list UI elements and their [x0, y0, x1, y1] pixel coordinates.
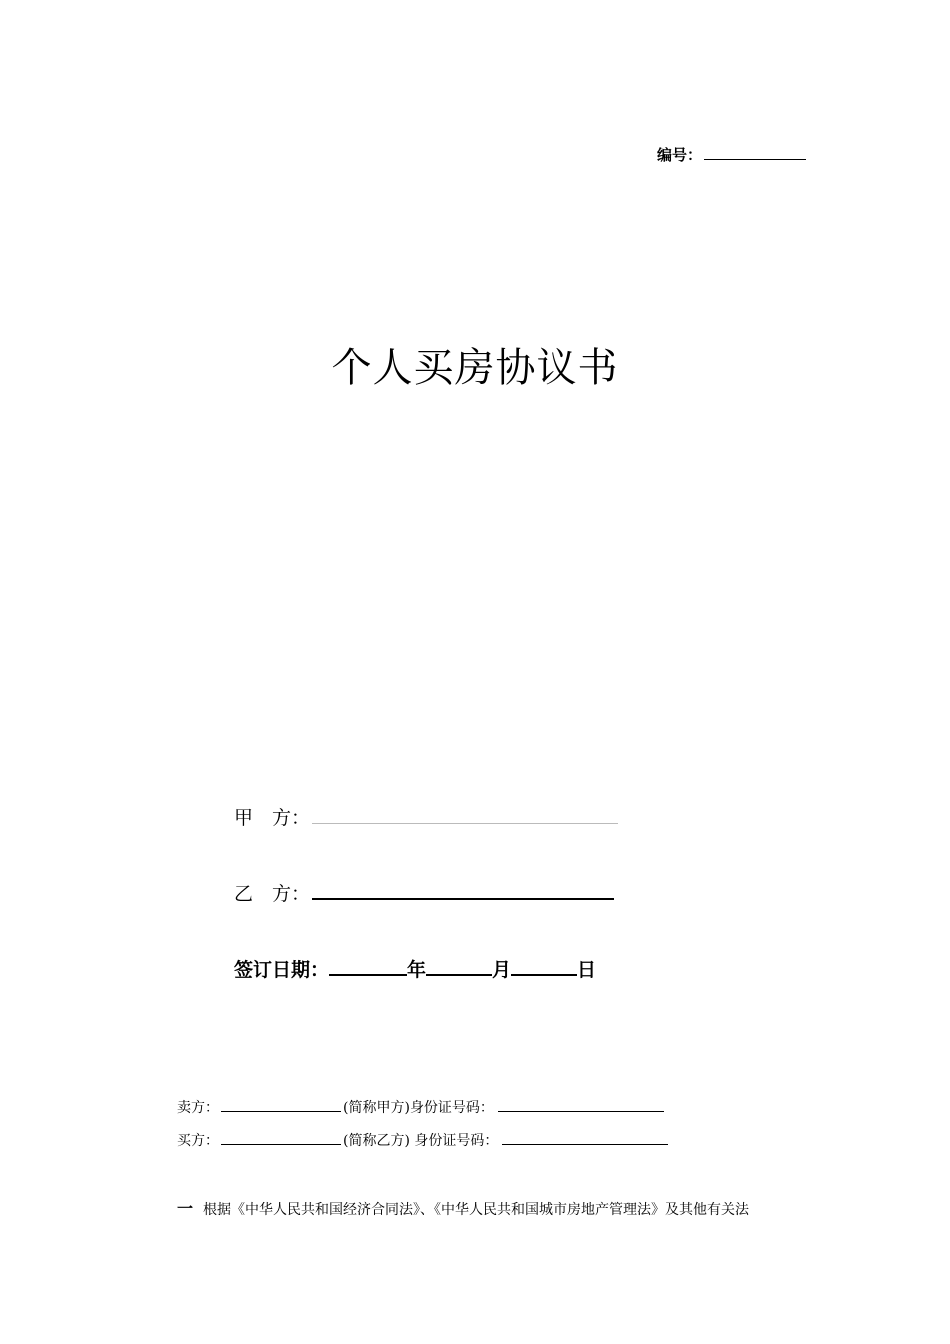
- clause-1: [177, 1196, 749, 1219]
- day-blank[interactable]: [511, 956, 577, 976]
- buyer-alias: (简称乙方): [343, 1133, 410, 1149]
- buyer-id-blank[interactable]: [502, 1131, 668, 1145]
- party-b-blank[interactable]: [312, 880, 614, 900]
- party-b-row: [234, 879, 614, 906]
- year-blank[interactable]: [329, 956, 407, 976]
- document-title: 个人买房协议书: [331, 345, 619, 391]
- seller-alias: (简称甲方): [343, 1100, 410, 1116]
- buyer-id-label: 身份证号码：: [414, 1133, 499, 1149]
- month-blank[interactable]: [426, 956, 492, 976]
- day-unit: 日: [577, 959, 597, 981]
- party-a-row: [234, 803, 618, 830]
- party-a-blank[interactable]: [312, 805, 618, 824]
- buyer-line: [177, 1130, 668, 1150]
- month-unit: 月: [492, 959, 512, 981]
- signing-date-row: [234, 955, 596, 982]
- seller-id-blank[interactable]: [498, 1098, 664, 1112]
- buyer-name-blank[interactable]: [221, 1131, 341, 1145]
- year-unit: 年: [407, 959, 427, 981]
- serial-blank[interactable]: [704, 145, 806, 160]
- seller-name-blank[interactable]: [221, 1098, 341, 1112]
- serial-label: 编号：: [657, 146, 703, 164]
- party-b-label: 乙 方：: [234, 883, 311, 905]
- seller-id-label: 身份证号码：: [409, 1100, 494, 1116]
- party-a-label: 甲 方：: [234, 807, 311, 829]
- signing-date-label: 签订日期：: [234, 959, 330, 981]
- buyer-label: 买方：: [177, 1133, 219, 1149]
- clause-number: 一: [177, 1199, 194, 1218]
- seller-line: [177, 1097, 664, 1117]
- seller-label: 卖方：: [177, 1100, 219, 1116]
- clause-text: 根据《中华人民共和国经济合同法》、《中华人民共和国城市房地产管理法》及其他有关法: [203, 1202, 750, 1218]
- serial-number: [657, 144, 806, 165]
